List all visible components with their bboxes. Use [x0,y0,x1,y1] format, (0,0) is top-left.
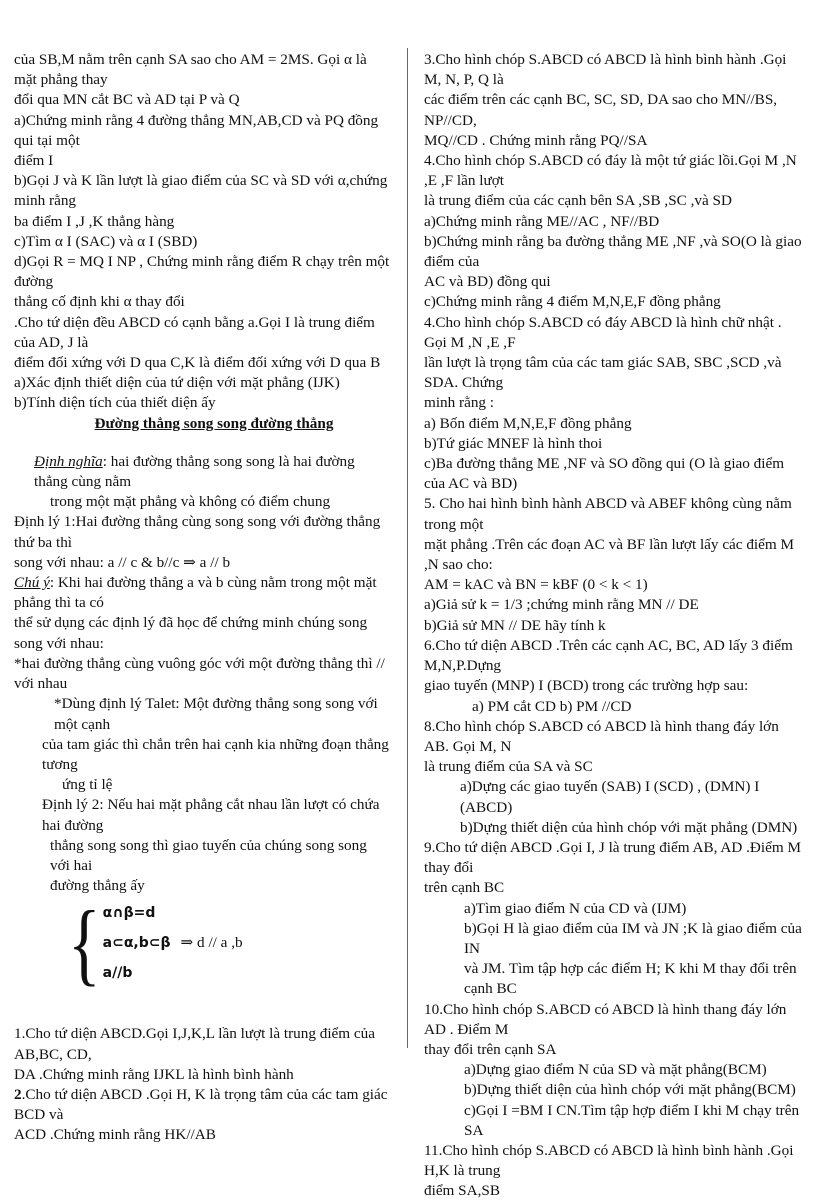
column-divider [407,48,408,1048]
text-line: b)Gọi H là giao điểm của IM và JN ;K là giao điểm của IN [464,919,802,957]
theorem-2-system [68,892,390,995]
text-line: là trung điểm của SA và SC [424,758,593,776]
system-line: a⊂α,b⊂β [102,935,171,952]
text-line: b)Tứ giác MNEF là hình thoi [424,434,603,452]
text-line: ACD .Chứng minh rằng HK//AB [14,1126,216,1144]
text-line: giao tuyến (MNP) I (BCD) trong các trường hợp sau: [424,677,749,695]
theorem-1-label: Định lý 1 [14,513,72,531]
text-line: 9.Cho tứ diện ABCD .Gọi I, J là trung điểm AB, AD .Điểm M thay đổi [424,838,801,877]
text-line: 6.Cho tứ diện ABCD .Trên các cạnh AC, BC, AD lấy 3 điểm M,N,P.Dựng [424,636,793,675]
theorem-2 [14,795,390,835]
text-line: a)Xác định thiết diện của tứ diện với mặt phẳng (IJK) [14,374,340,392]
text-line: thể sử dụng các định lý đã học để chứng minh chúng song song với nhau: [14,614,368,652]
text-line: c)Ba đường thẳng ME ,NF và SO đồng qui (O là giao điểm của AC và BD) [424,455,785,493]
exercise-number: 2 [14,1085,22,1103]
text-line: c)Chứng minh rằng 4 điểm M,N,E,F đồng phẳng [424,293,721,311]
text-line: b)Dựng thiết diện của hình chóp với mặt phẳng (DMN) [460,818,798,836]
text-line: 8.Cho hình chóp S.ABCD có ABCD là hình thang đáy lớn AB. Gọi M, N [424,717,779,755]
text-line: a)Dựng các giao tuyến (SAB) I (SCD) , (DMN) I (ABCD) [460,778,760,816]
text-line: a)Chứng minh rằng ME//AC , NF//BD [424,212,660,230]
text-line: .Cho tứ diện đều ABCD có cạnh bằng a.Gọi I là trung điểm của AD, J là [14,313,375,351]
text-line: song với nhau: a // c & b//c ⇒ a // b [14,553,231,571]
text-line: điểm I [14,152,54,170]
theorem-2-text: : Nếu hai mặt phẳng cắt nhau lần lượt có chứa hai đường [42,796,380,834]
text-line: a)Dựng giao điểm N của SD và mặt phẳng(BCM) [464,1061,767,1079]
text-line: điểm SA,SB [424,1182,500,1200]
text-line: 10.Cho hình chóp S.ABCD có ABCD là hình thang đáy lớn AD . Điểm M [424,1000,787,1038]
section-heading: Đường thẳng song song đường thẳng [94,414,334,432]
text-line: lần lượt là trọng tâm của các tam giác SAB, SBC ,SCD ,và SDA. Chứng [424,354,782,392]
text-line: *Dùng định lý Talet: Một đường thẳng song song với một cạnh [54,695,378,733]
text-line: c)Tìm α I (SAC) và α I (SBD) [14,232,198,250]
system-line: a//b [102,965,133,982]
text-line: b)Tính diện tích của thiết diện ấy [14,394,216,412]
text-line: thay đổi trên cạnh SA [424,1040,557,1058]
theorem-1 [14,512,390,552]
text-line: là trung điểm của các cạnh bên SA ,SB ,SC ,và SD [424,192,732,210]
text-line: a)Chứng minh rằng 4 đường thẳng MN,AB,CD và PQ đồng qui tại một [14,111,379,149]
exercise-1 [14,1024,390,1064]
text-line: ba điểm I ,J ,K thẳng hàng [14,212,175,230]
theorem-1-text: :Hai đường thẳng cùng song song với đường thẳng thứ ba thì [14,513,381,551]
text-line: trong một mặt phẳng và không có điểm chung [50,493,331,511]
text-line: mặt phẳng .Trên các đoạn AC và BF lần lượt lấy các điểm M ,N sao cho: [424,535,795,574]
system-result: ⇒ d // a ,b [180,934,243,952]
text-line: DA .Chứng minh rằng IJKL là hình bình hành [14,1065,294,1083]
text-line: b)Gọi J và K lần lượt là giao điểm của SC và SD với α,chứng minh rằng [14,172,388,210]
text-line: a) Bốn điểm M,N,E,F đồng phẳng [424,414,632,432]
text-line: a) PM cắt CD b) PM //CD [472,697,632,715]
text-line: thẳng song song thì giao tuyến của chúng song song với hai [50,836,367,874]
text-line: a)Tìm giao điểm N của CD và (IJM) [464,899,687,917]
text-line: AM = kAC và BN = kBF (0 < k < 1) [424,576,648,594]
text-line: MQ//CD . Chứng minh rằng PQ//SA [424,131,648,149]
text-line: 4.Cho hình chóp S.ABCD có đáy là một tứ giác lồi.Gọi M ,N ,E ,F lần lượt [424,152,797,190]
text-line: b)Dựng thiết diện của hình chóp với mặt phẳng(BCM) [464,1081,796,1099]
text-line: của tam giác thì chắn trên hai cạnh kia những đoạn thẳng tương [42,735,389,773]
text-line: các điểm trên các cạnh BC, SC, SD, DA sao cho MN//BS, NP//CD, [424,91,778,129]
text-line: 11.Cho hình chóp S.ABCD có ABCD là hình bình hành .Gọi H,K là trung [424,1141,794,1180]
text-line: điểm đối xứng với D qua C,K là điểm đối xứng với D qua B [14,354,381,372]
text-line: đổi qua MN cắt BC và AD tại P và Q [14,91,240,109]
text-line: 4.Cho hình chóp S.ABCD có đáy ABCD là hình chữ nhật . Gọi M ,N ,E ,F [424,313,782,351]
text-line: của SB,M nằm trên cạnh SA sao cho AM = 2MS. Gọi α là mặt phẳng thay [14,51,367,89]
definition-text: : hai đường thẳng song song là hai đường thẳng cùng nằm [34,452,355,491]
definition-label: Định nghĩa [34,452,103,470]
exercise-number: 1 [14,1025,22,1043]
system-lines [103,898,171,988]
text-line: đường thẳng ấy [50,877,145,895]
brace-symbol: { [68,892,101,995]
text-line: và JM. Tìm tập hợp các điểm H; K khi M thay đổi trên cạnh BC [464,960,797,998]
text-line: c)Gọi I =BM I CN.Tìm tập hợp điểm I khi M chạy trên SA [464,1101,800,1139]
right-column [424,50,802,1202]
system-line: α∩β=d [102,905,156,922]
text-line: b)Chứng minh rằng ba đường thẳng ME ,NF ,và SO(O là giao điểm của [424,232,802,271]
definition [14,452,390,492]
theorem-2-label: Định lý 2 [42,796,100,814]
text-line: ứng tỉ lệ [62,776,113,794]
text-line: *hai đường thẳng cùng vuông góc với một đường thẳng thì // với nhau [14,654,385,693]
text-line: minh rằng : [424,394,495,412]
left-column [14,50,390,1146]
exercise-2 [14,1085,390,1125]
text-line: thẳng cố định khi α thay đổi [14,293,185,311]
text-line: a)Giả sử k = 1/3 ;chứng minh rằng MN // DE [424,596,699,614]
text-line: 5. Cho hai hình bình hành ABCD và ABEF không cùng nằm trong một [424,495,792,533]
note-label: Chú ý [14,574,50,592]
note-text: : Khi hai đường thẳng a và b cùng nằm trong một mặt phẳng thì ta có [14,574,377,612]
text-line: .Cho tứ diện ABCD .Gọi H, K là trọng tâm của các tam giác BCD và [14,1085,388,1124]
note [14,573,390,613]
text-line: trên cạnh BC [424,879,505,897]
text-line: AC và BD) đồng qui [424,273,551,291]
text-line: .Cho tứ diện ABCD.Gọi I,J,K,L lần lượt là trung điểm của AB,BC, CD, [14,1025,375,1063]
text-line: b)Giả sử MN // DE hãy tính k [424,616,606,634]
text-line: d)Gọi R = MQ I NP , Chứng minh rằng điểm R chạy trên một đường [14,253,390,291]
text-line: 3.Cho hình chóp S.ABCD có ABCD là hình bình hành .Gọi M, N, P, Q là [424,51,787,89]
